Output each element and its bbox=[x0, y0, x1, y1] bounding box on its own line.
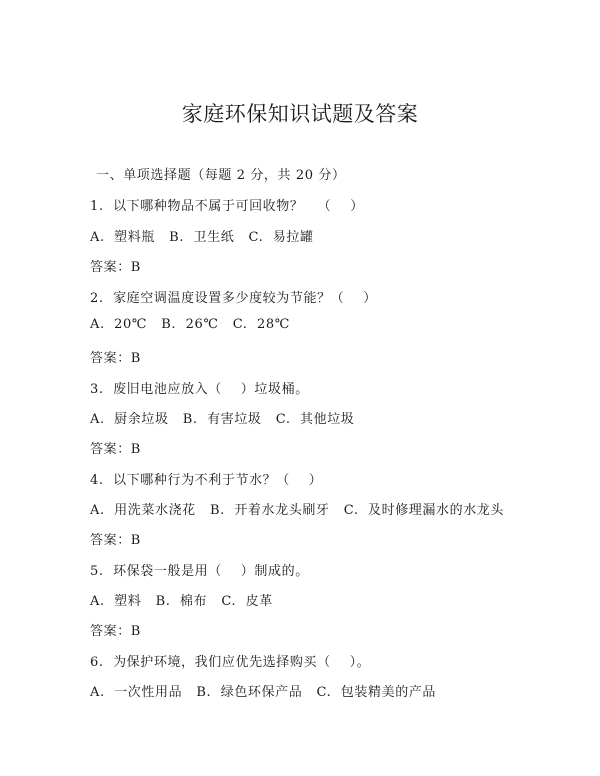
question-5: 5. 环保袋一般是用（ ）制成的。 bbox=[90, 564, 309, 579]
question-6-options: A. 一次性用品 B. 绿色环保产品 C. 包装精美的产品 bbox=[90, 685, 437, 700]
question-2-options: A. 20℃ B. 26℃ C. 28℃ bbox=[90, 317, 290, 332]
question-5-options: A. 塑料 B. 棉布 C. 皮革 bbox=[90, 594, 273, 609]
question-2-answer: 答案：B bbox=[90, 351, 141, 366]
question-1: 1. 以下哪种物品不属于可回收物？ （ ） bbox=[90, 199, 364, 214]
question-6: 6. 为保护环境，我们应优先选择购买（ ）。 bbox=[90, 655, 371, 670]
question-4: 4. 以下哪种行为不利于节水？（ ） bbox=[90, 473, 323, 488]
question-3-options: A. 厨余垃圾 B. 有害垃圾 C. 其他垃圾 bbox=[90, 412, 355, 427]
question-4-options: A. 用洗菜水浇花 B. 开着水龙头刷牙 C. 及时修理漏水的水龙头 bbox=[90, 503, 505, 518]
page-title: 家庭环保知识试题及答案 bbox=[181, 102, 419, 126]
question-3: 3. 废旧电池应放入（ ）垃圾桶。 bbox=[90, 382, 309, 397]
question-3-answer: 答案：B bbox=[90, 442, 141, 457]
question-5-answer: 答案：B bbox=[90, 624, 141, 639]
question-1-answer: 答案：B bbox=[90, 260, 141, 275]
section-heading: 一、单项选择题（每题 2 分，共 20 分） bbox=[96, 168, 346, 183]
question-1-options: A. 塑料瓶 B. 卫生纸 C. 易拉罐 bbox=[90, 230, 314, 245]
question-2: 2. 家庭空调温度设置多少度较为节能？（ ） bbox=[90, 291, 377, 306]
question-4-answer: 答案：B bbox=[90, 533, 141, 548]
